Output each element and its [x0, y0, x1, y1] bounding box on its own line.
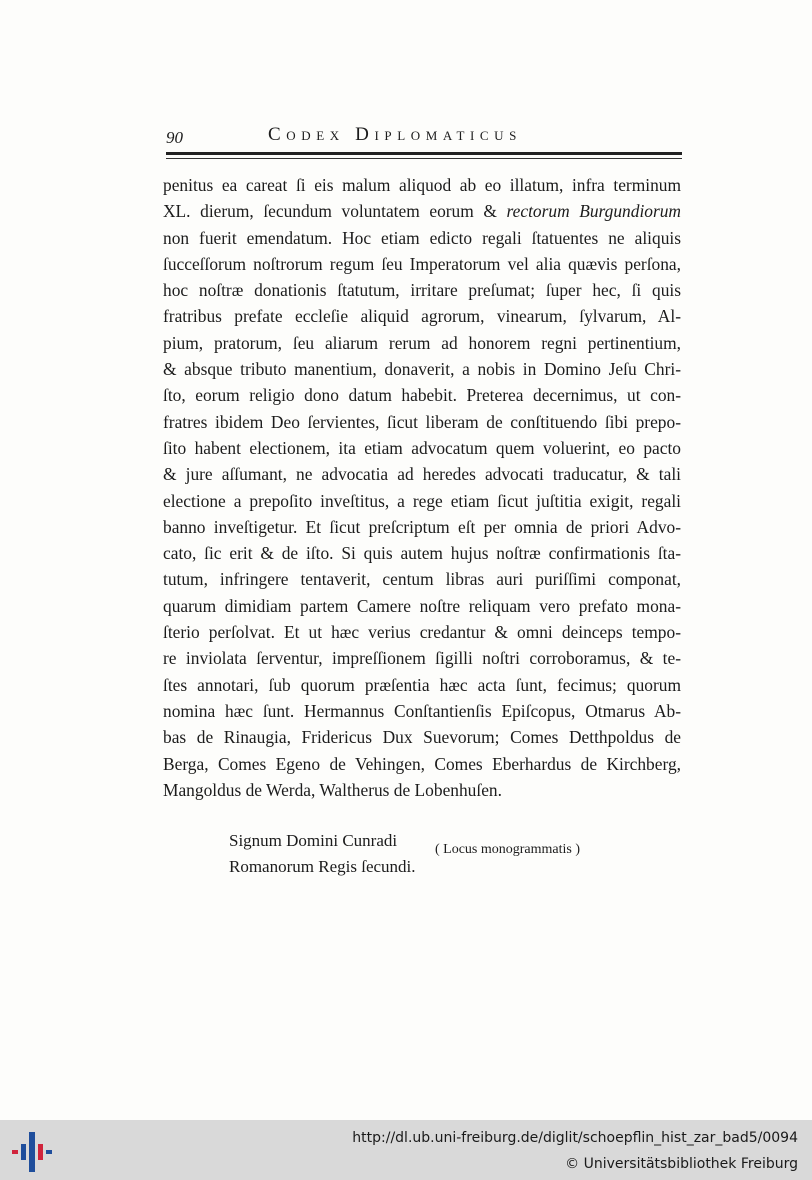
text-line-23: Berga, Comes Egeno de Vehingen, Comes Eberhardus de Kirchberg,	[163, 753, 681, 774]
italic-phrase: rectorum Burgundiorum	[506, 201, 681, 222]
footer-bar	[0, 1120, 812, 1180]
text-line-2-roman: XL. dierum, ſecundum voluntatem eorum &	[163, 201, 497, 222]
text-line-19: re inviolata ſerventur, impreſſionem ſigilli noſtri corroboramus, & te-	[163, 648, 681, 669]
text-line-7: pium, pratorum, ſeu aliarum rerum ad honorem regni pertinentium,	[163, 332, 681, 353]
text-line-17: quarum dimidiam partem Camere noſtre reliquam vero prefato mona-	[163, 595, 681, 616]
text-line-1: penitus ea careat ſi eis malum aliquod ab eo illatum, infra terminum	[163, 175, 681, 195]
text-line-21: nomina hæc ſunt. Hermannus Conſtantienſis Epiſcopus, Otmarus Ab-	[163, 700, 681, 721]
text-line-20: ſtes annotari, ſub quorum præſentia hæc acta ſunt, fecimus; quorum	[163, 674, 681, 695]
text-line-15: cato, ſic erit & de iſto. Si quis autem hujus noſtræ confirmationis ſta-	[163, 543, 681, 564]
text-line-22: bas de Rinaugia, Fridericus Dux Suevorum; Comes Detthpoldus de	[163, 727, 681, 748]
body-text	[163, 172, 681, 803]
text-line-3: non fuerit emendatum. Hoc etiam edicto regali ſtatuentes ne aliquis	[163, 227, 681, 248]
header-rule-thick	[166, 152, 682, 155]
text-line-16: tutum, infringere tentaverit, centum libras auri puriſſimi componat,	[163, 569, 681, 590]
monogram-note: ( Locus monogrammatis )	[435, 842, 581, 857]
signature-block	[229, 828, 416, 880]
text-line-24: Mangoldus de Werda, Waltherus de Lobenhuſen.	[163, 779, 502, 800]
page-number: 90	[166, 128, 183, 147]
signature-line-1: Signum Domini Cunradi	[229, 831, 398, 850]
text-line-2	[163, 198, 681, 224]
text-line-9: ſto, eorum religio dono datum habebit. Preterea decernimus, ut con-	[163, 385, 681, 406]
running-title: Codex Diplomaticus	[268, 124, 523, 145]
text-line-4: ſucceſſorum noſtrorum regum ſeu Imperatorum vel alia quævis perſona,	[163, 253, 681, 274]
header-rule-thin	[166, 158, 682, 159]
copyright-text: © Universitätsbibliothek Freiburg	[565, 1156, 798, 1172]
text-line-8: & absque tributo manentium, donaverit, a nobis in Domino Jeſu Chri-	[163, 359, 681, 380]
text-line-14: banno inveſtigetur. Et ſicut preſcriptum eſt per omnia de priori Advo-	[163, 516, 681, 537]
source-url-link[interactable]: http://dl.ub.uni-freiburg.de/diglit/schoepflin_hist_zar_bad5/0094	[352, 1130, 798, 1146]
ub-freiburg-logo-icon[interactable]	[12, 1130, 52, 1174]
signature-line-2: Romanorum Regis ſecundi.	[229, 857, 416, 876]
text-line-13: electione a prepoſito inveſtitus, a rege etiam ſicut juſtitia exigit, regali	[163, 490, 681, 511]
text-line-18: ſterio perſolvat. Et ut hæc verius credantur & omni deinceps tempo-	[163, 622, 681, 643]
text-line-10: fratres ibidem Deo ſervientes, ſicut liberam de conſtituendo ſibi prepo-	[163, 411, 681, 432]
text-line-5: hoc noſtræ donationis ſtatutum, irritare preſumat; ſuper hec, ſi quis	[163, 280, 681, 301]
text-line-12: & jure aſſumant, ne advocatia ad heredes advocati traducatur, & tali	[163, 464, 681, 485]
text-line-11: ſito habent electionem, ita etiam advocatum quem voluerint, eo pacto	[163, 437, 681, 458]
text-line-6: fratribus prefate eccleſie aliquid agrorum, vinearum, ſylvarum, Al-	[163, 306, 681, 327]
